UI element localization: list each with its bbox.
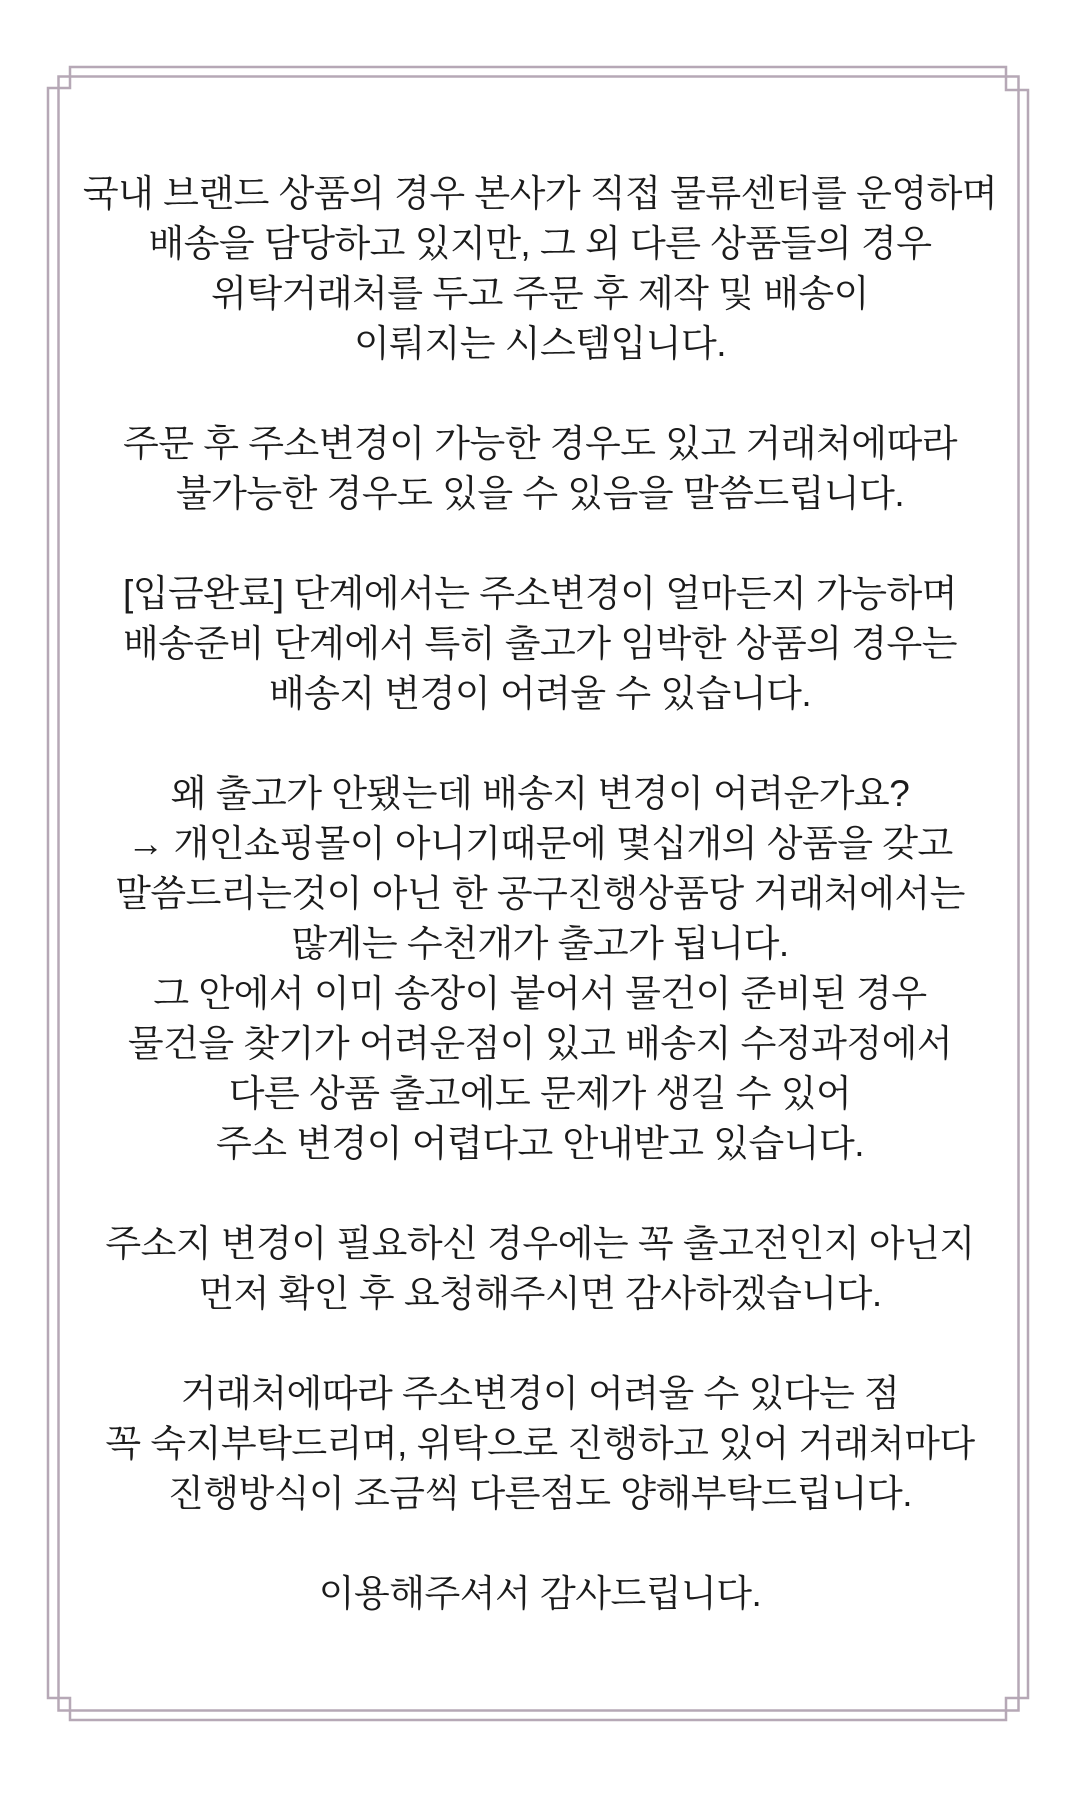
notice-line: 왜 출고가 안됐는데 배송지 변경이 어려운가요?	[170, 773, 910, 814]
notice-line: 그 안에서 이미 송장이 붙어서 물건이 준비된 경우	[153, 973, 927, 1014]
notice-line: 꼭 숙지부탁드리며, 위탁으로 진행하고 있어 거래처마다	[105, 1423, 975, 1464]
notice-line: 위탁거래처를 두고 주문 후 제작 및 배송이	[211, 273, 869, 314]
notice-paragraph-understanding	[105, 1369, 974, 1519]
notice-line: 많게는 수천개가 출고가 됩니다.	[291, 923, 789, 964]
notice-paragraph-thanks	[319, 1569, 761, 1619]
notice-line: 이용해주셔서 감사드립니다.	[318, 1573, 762, 1614]
notice-line: 배송지 변경이 어려울 수 있습니다.	[268, 673, 812, 714]
notice-line: 말씀드리는것이 아닌 한 공구진행상품당 거래처에서는	[115, 873, 965, 914]
notice-paragraph-why-difficult	[115, 769, 965, 1169]
notice-paragraph-payment-stage	[123, 569, 957, 719]
notice-line: 거래처에따라 주소변경이 어려울 수 있다는 점	[180, 1373, 900, 1414]
notice-paragraph-check-before-request	[105, 1219, 974, 1319]
notice-paragraph-intro	[83, 169, 997, 369]
notice-line: 배송을 담당하고 있지만, 그 외 다른 상품들의 경우	[148, 223, 932, 264]
notice-line: 먼저 확인 후 요청해주시면 감사하겠습니다.	[198, 1273, 882, 1314]
notice-line: 주소지 변경이 필요하신 경우에는 꼭 출고전인지 아닌지	[105, 1223, 975, 1264]
notice-line: 주소 변경이 어렵다고 안내받고 있습니다.	[215, 1123, 864, 1164]
notice-line: 불가능한 경우도 있을 수 있음을 말씀드립니다.	[175, 473, 905, 514]
notice-line: 이뤄지는 시스템입니다.	[354, 323, 726, 364]
notice-line: → 개인쇼핑몰이 아니기때문에 몇십개의 상품을 갖고	[127, 823, 953, 864]
notice-line: 주문 후 주소변경이 가능한 경우도 있고 거래처에따라	[122, 423, 957, 464]
notice-line: 물건을 찾기가 어려운점이 있고 배송지 수정과정에서	[127, 1023, 953, 1064]
notice-line: 배송준비 단계에서 특히 출고가 임박한 상품의 경우는	[122, 623, 957, 664]
notice-line: 진행방식이 조금씩 다른점도 양해부탁드립니다.	[168, 1473, 912, 1514]
notice-line: 국내 브랜드 상품의 경우 본사가 직접 물류센터를 운영하며	[82, 173, 998, 214]
notice-line: [입금완료] 단계에서는 주소변경이 얼마든지 가능하며	[122, 573, 957, 614]
notice-paragraph-address-change	[123, 419, 957, 519]
notice-content	[70, 80, 1010, 1708]
notice-line: 다른 상품 출고에도 문제가 생길 수 있어	[228, 1073, 852, 1114]
